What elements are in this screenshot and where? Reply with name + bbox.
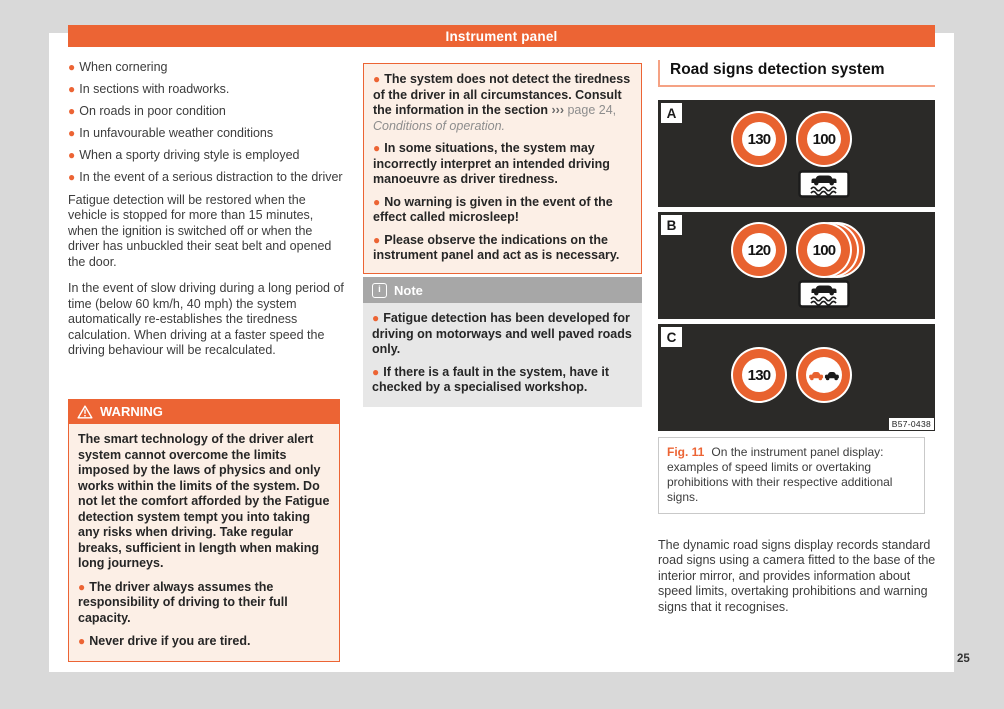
bullet-icon: ●	[78, 579, 86, 594]
speed-limit-sign: 130	[733, 349, 785, 401]
speed-limit-sign: 120	[733, 224, 785, 276]
right-column	[658, 60, 935, 672]
body-paragraph: In the event of slow driving during a long period of time (below 60 km/h, 40 mph) the system automatically re-establishes the tiredness calculation. When driving at a faster speed the driving behaviour will be recalculated.	[68, 281, 344, 357]
figure-image	[658, 100, 935, 431]
note-list-item: ● Fatigue detection has been developed for driving on motorways and well paved roads only.	[372, 311, 632, 356]
body-paragraph: The dynamic road signs display records standard road signs using a camera fitted to the base of the interior mirror, and provides information about speed limits, overtaking prohibitions and warning signs that it recognises.	[658, 537, 936, 614]
page-header-bar	[68, 25, 935, 47]
bullet-icon: ●	[68, 126, 76, 140]
note-title: Note	[394, 282, 423, 298]
warning-list-item: ● The system does not detect the tiredness of the driver in all circumstances. Consult the information in the section ››› page 24, Conditions of operation.	[373, 72, 631, 133]
list-item: ● In sections with roadworks.	[68, 82, 230, 96]
body-paragraph: Fatigue detection will be restored when the vehicle is stopped for more than 15 minutes, when the ignition is switched off or when the driver has unbuckled their seat belt and opened the door.	[68, 192, 332, 269]
page-header-title: Instrument panel	[445, 28, 558, 44]
bullet-icon: ●	[373, 141, 381, 155]
cross-reference-page: page 24,	[567, 103, 617, 117]
figure-panel-b	[658, 212, 935, 319]
warning-list-item: ● The driver always assumes the responsibility of driving to their full capacity.	[78, 579, 288, 625]
bullet-icon: ●	[68, 170, 76, 184]
warning-list-item: ● In some situations, the system may incorrectly interpret an intended driving manoeuvre as driver tiredness.	[373, 141, 610, 186]
warning-list-item: ● Please observe the indications on the instrument panel and act as is necessary.	[373, 232, 620, 262]
list-item: ● On roads in poor condition	[68, 104, 226, 118]
speed-limit-sign: 100	[798, 113, 850, 165]
warning-continued-box	[363, 63, 642, 274]
figure-reference-code: B57-0438	[889, 418, 934, 430]
bullet-icon: ●	[68, 60, 76, 74]
bullet-list	[68, 60, 345, 186]
speed-limit-sign: 130	[733, 113, 785, 165]
warning-triangle-icon	[77, 405, 93, 419]
page-number: 25	[957, 653, 970, 665]
panel-label: B	[661, 215, 682, 235]
figure-caption	[658, 437, 925, 514]
panel-label: C	[661, 327, 682, 347]
note-list-item: ● If there is a fault in the system, have it checked by a specialised workshop.	[372, 364, 610, 394]
bullet-icon: ●	[78, 634, 86, 648]
bullet-icon: ●	[372, 364, 380, 379]
note-box	[363, 277, 642, 407]
bullet-icon: ●	[372, 311, 380, 325]
bullet-icon: ●	[68, 82, 76, 96]
list-item: ● In unfavourable weather conditions	[68, 126, 274, 140]
left-column	[68, 60, 345, 359]
warning-box	[68, 399, 340, 662]
list-item: ● When a sporty driving style is employed	[68, 148, 300, 162]
wet-road-sign-icon	[798, 280, 850, 308]
speed-limit-sign: 100	[798, 224, 850, 276]
info-icon: i	[372, 283, 387, 298]
list-item: ● In the event of a serious distraction to the driver	[68, 170, 343, 184]
warning-title: WARNING	[100, 404, 163, 419]
figure-panel-a	[658, 100, 935, 207]
bullet-icon: ●	[373, 194, 381, 209]
note-body	[363, 303, 642, 407]
bullet-icon: ●	[68, 148, 76, 162]
figure-panel-c	[658, 324, 935, 431]
bullet-icon: ●	[68, 104, 76, 118]
warning-list-item: ● No warning is given in the event of the effect called microsleep!	[373, 194, 613, 224]
note-header	[363, 277, 642, 303]
warning-header	[68, 399, 340, 424]
panel-label: A	[661, 103, 682, 123]
warning-body	[68, 424, 340, 662]
list-item: ● When cornering	[68, 60, 168, 74]
section-heading: Road signs detection system	[658, 60, 935, 87]
figure-caption-label: Fig. 11	[667, 445, 705, 459]
warning-text: The smart technology of the driver alert system cannot overcome the limits imposed by the laws of physics and only works within the limits of the system. Do not let the comfort afforded by the Fatigue detection system tempt you into taking any risks when driving. Take regular breaks, sufficient in length when making long journeys.	[78, 432, 330, 570]
figure-caption-text: On the instrument panel display: examples of speed limits or overtaking prohibitions with their respective additional signs.	[667, 445, 893, 504]
no-overtaking-sign-icon	[798, 349, 850, 401]
warning-list-item: ● Never drive if you are tired.	[78, 634, 251, 648]
bullet-icon: ●	[373, 232, 381, 247]
wet-road-sign-icon	[798, 170, 850, 198]
bullet-icon: ●	[373, 72, 381, 86]
cross-reference-arrows: ›››	[551, 103, 564, 117]
cross-reference-title: Conditions of operation.	[373, 118, 506, 133]
